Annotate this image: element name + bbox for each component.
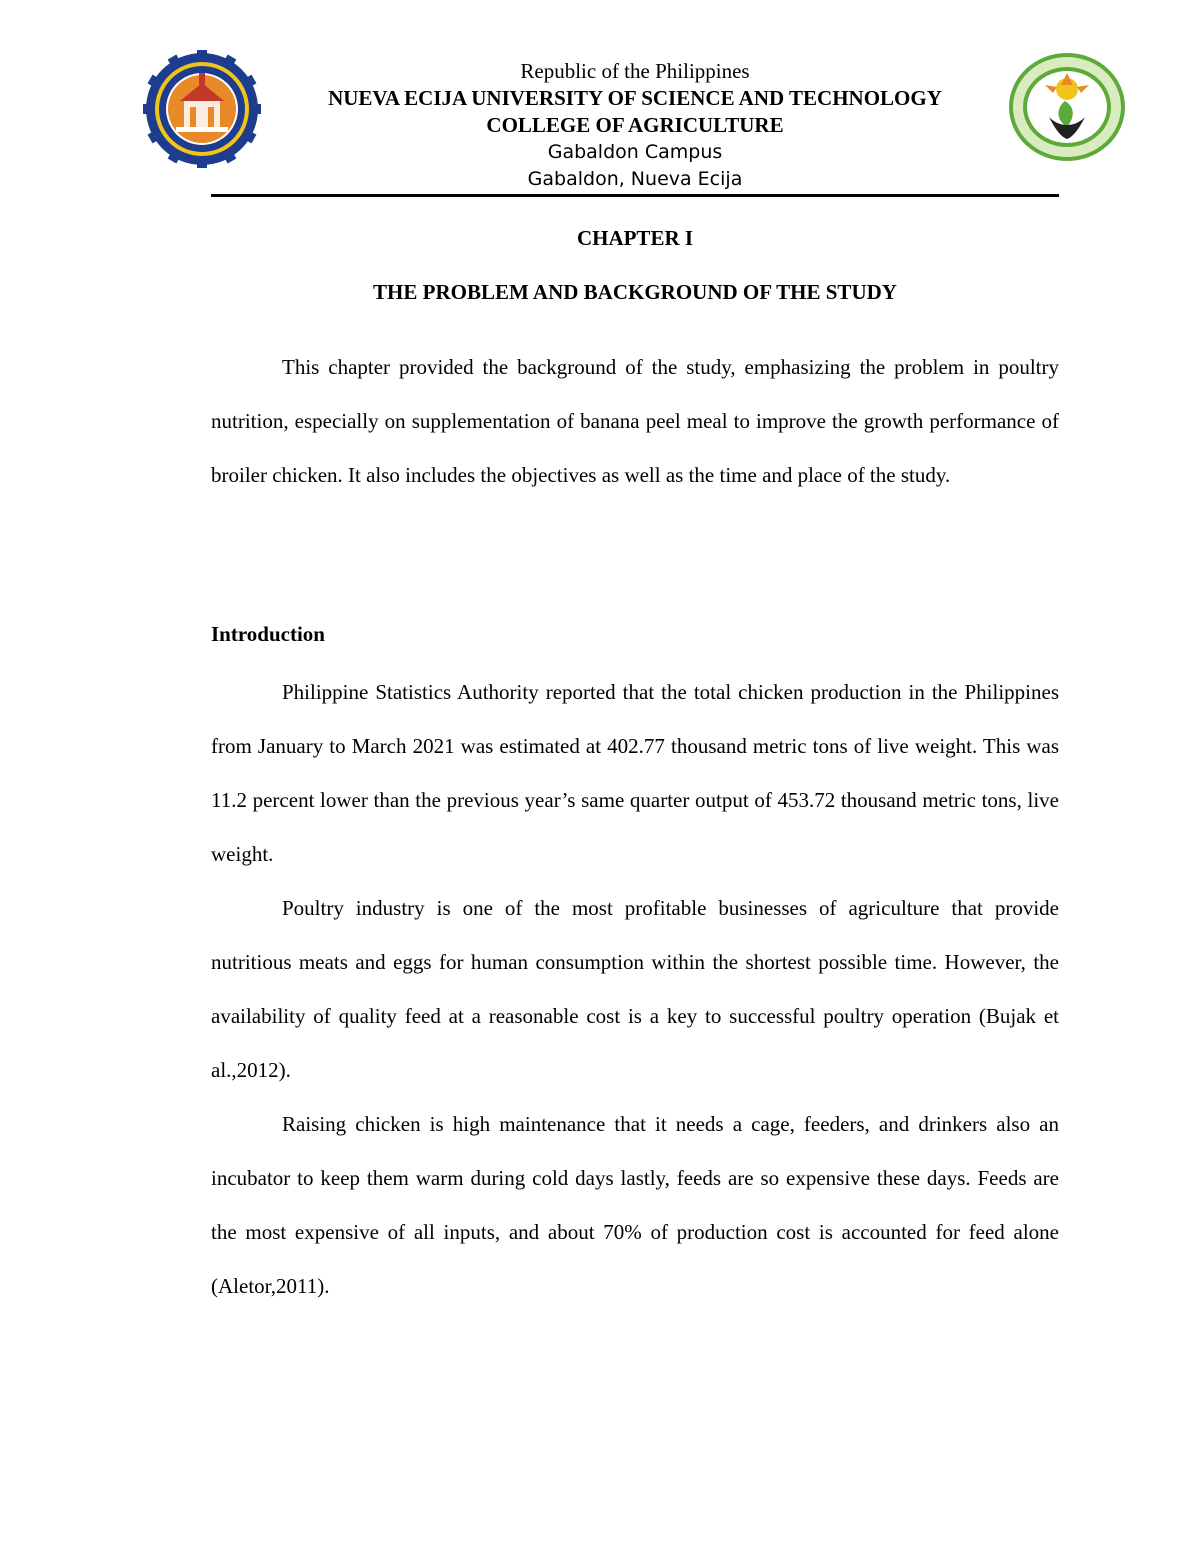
header-rule	[211, 194, 1059, 197]
section-heading: Introduction	[211, 622, 325, 646]
chapter-number: CHAPTER I	[576, 226, 694, 250]
campus-name: Gabaldon Campus	[547, 141, 723, 163]
section-body	[211, 665, 1059, 1313]
university-name: NUEVA ECIJA UNIVERSITY OF SCIENCE AND TECHNOLOGY	[328, 86, 942, 110]
chapter-intro-paragraph: This chapter provided the background of the study, emphasizing the problem in poultry nutrition, especially on supplementation of banana peel meal to improve the growth performance of broiler chicken. It also includes the objectives as well as the time and place of the study.	[211, 355, 1059, 487]
college-of-agriculture-seal-icon	[1006, 50, 1128, 164]
body-paragraph: Poultry industry is one of the most profitable businesses of agriculture that provide nutritious meats and eggs for human consumption within the shortest possible time. However, the availability of quality feed at a reasonable cost is a key to successful poultry operation (Bujak et al.,2012).	[211, 896, 1059, 1082]
letterhead	[270, 58, 1000, 193]
college-name: COLLEGE OF AGRICULTURE	[486, 113, 784, 137]
chapter-intro	[211, 340, 1059, 502]
university-seal-icon	[143, 50, 261, 168]
country-line: Republic of the Philippines	[520, 59, 750, 83]
campus-location: Gabaldon, Nueva Ecija	[527, 168, 743, 190]
body-paragraph: Philippine Statistics Authority reported that the total chicken production in the Philippines from January to March 2021 was estimated at 402.77 thousand metric tons of live weight. This was 11.2 percent lower than the previous year’s same quarter output of 453.72 thousand metric tons, live weight.	[211, 680, 1059, 866]
body-paragraph: Raising chicken is high maintenance that it needs a cage, feeders, and drinkers also an incubator to keep them warm during cold days lastly, feeds are so expensive these days. Feeds are the most expensive of all inputs, and about 70% of production cost is accounted for feed alone (Aletor,2011).	[211, 1112, 1059, 1298]
chapter-title: THE PROBLEM AND BACKGROUND OF THE STUDY	[373, 280, 897, 304]
